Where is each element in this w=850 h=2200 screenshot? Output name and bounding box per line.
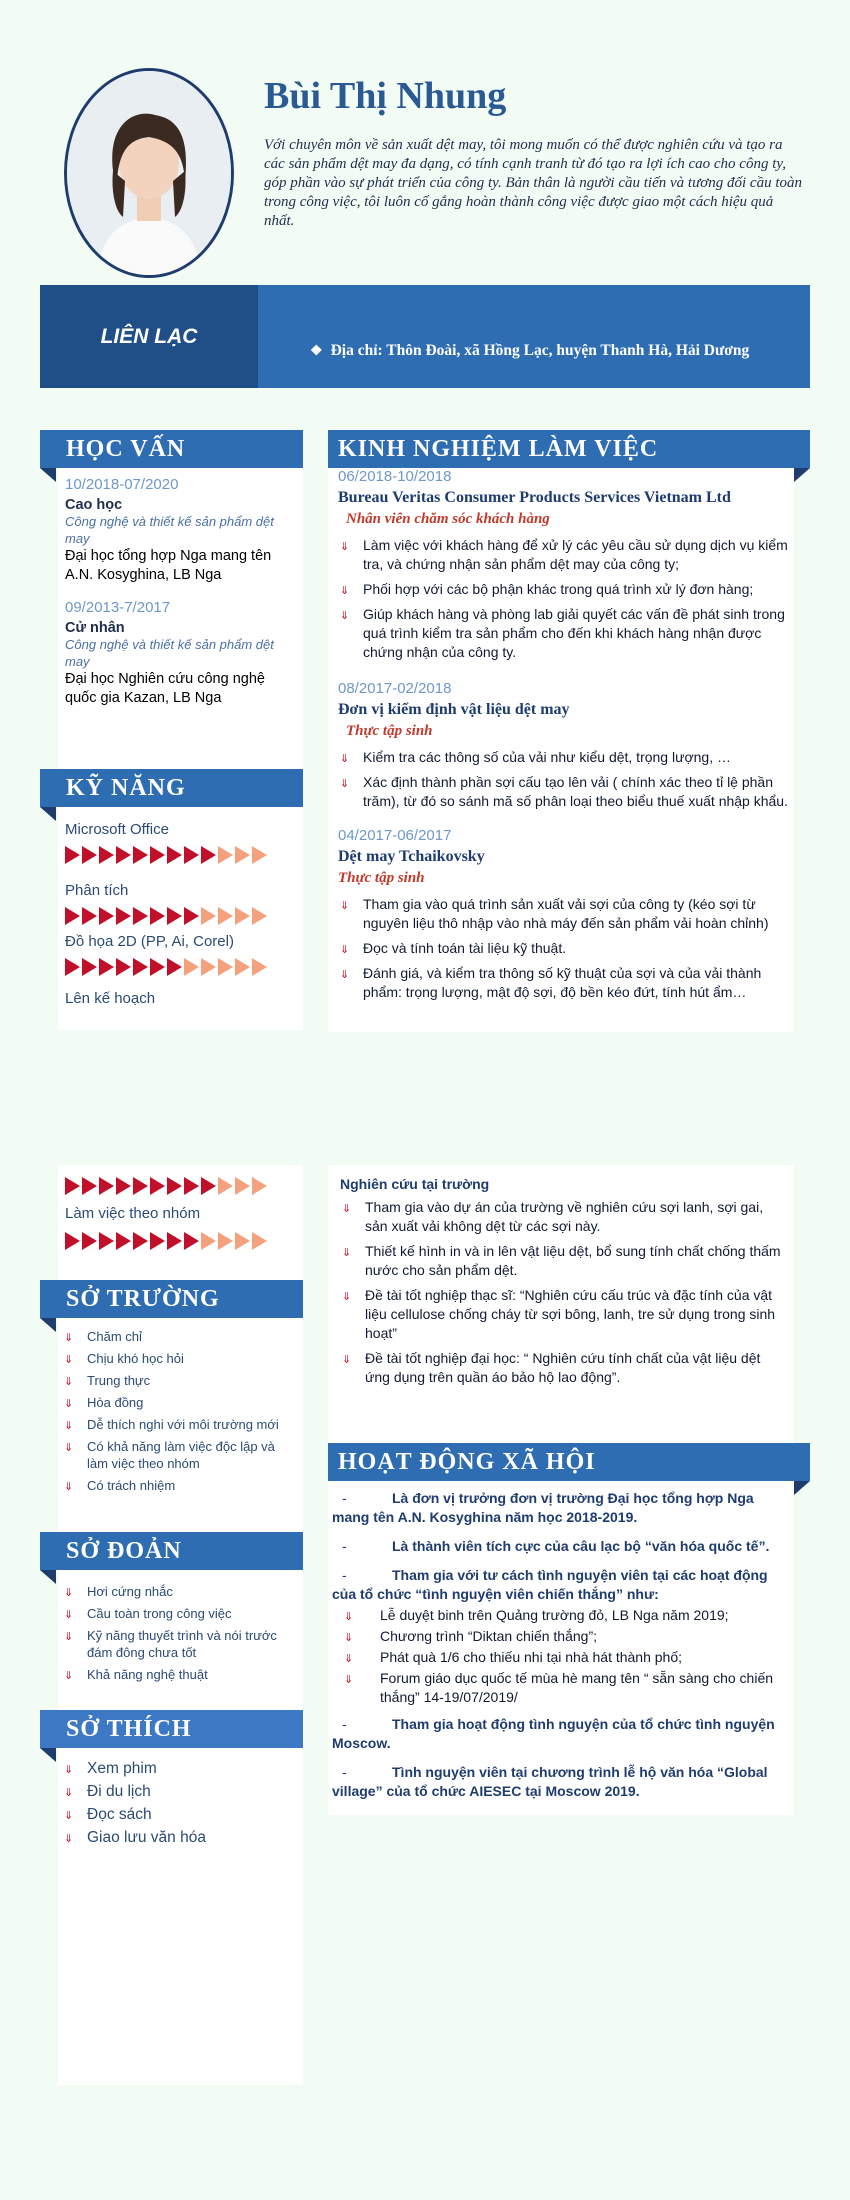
skills-list-continued xyxy=(65,1177,300,1250)
skill-arrow-filled-icon xyxy=(82,958,97,976)
list-item xyxy=(62,1372,297,1389)
down-arrow-icon: ⇓ xyxy=(64,1631,74,1643)
social-sub-text: Phát quà 1/6 cho thiếu nhi tại nhà hát thành phố; xyxy=(380,1649,683,1665)
skill-arrow-filled-icon xyxy=(150,1232,165,1250)
research-title: Nghiên cứu tại trường xyxy=(340,1176,490,1192)
job-role: Thực tập sinh xyxy=(346,723,433,739)
skill-arrow-filled-icon xyxy=(133,1177,148,1195)
strength-text: Hòa đồng xyxy=(87,1395,144,1410)
list-item xyxy=(62,1804,297,1825)
ribbon-fold xyxy=(40,1570,56,1584)
list-item xyxy=(62,1781,297,1802)
candidate-name: Bùi Thị Nhung xyxy=(264,75,507,117)
social-item xyxy=(332,1489,788,1527)
contact-address xyxy=(310,342,749,360)
skill-arrow-filled-icon xyxy=(65,1232,80,1250)
list-item xyxy=(340,1349,788,1387)
research-text: Đề tài tốt nghiệp thạc sĩ: “Nghiên cứu cấu trúc và đặc tính của vật liệu cellulose chống cháy từ sợi bông, lanh, tre sử dụng trong sinh hoạt” xyxy=(365,1287,776,1341)
skill-arrow-filled-icon xyxy=(82,1232,97,1250)
down-arrow-icon: ⇓ xyxy=(344,1653,354,1665)
task-text: Kiểm tra các thông số của vải như kiểu dệt, trọng lượng, … xyxy=(363,749,731,765)
list-item xyxy=(62,1438,297,1472)
skill-arrow-empty-icon xyxy=(184,958,199,976)
skill-arrow-empty-icon xyxy=(252,1232,267,1250)
skill-arrow-filled-icon xyxy=(150,907,165,925)
list-item xyxy=(62,1758,297,1779)
ribbon-fold xyxy=(794,468,810,482)
skill-name: Phân tích xyxy=(65,882,129,899)
weakness-text: Khả năng nghệ thuật xyxy=(87,1667,208,1682)
social-title: HOẠT ĐỘNG XÃ HỘI xyxy=(328,1443,810,1481)
down-arrow-icon: ⇓ xyxy=(64,1810,74,1822)
job-item xyxy=(338,680,788,811)
skill-name: Microsoft Office xyxy=(65,821,169,838)
skill-arrow-empty-icon xyxy=(218,907,233,925)
skill-arrow-filled-icon xyxy=(150,1177,165,1195)
list-item xyxy=(62,1605,297,1622)
skill-name: Đồ họa 2D (PP, Ai, Corel) xyxy=(65,933,234,950)
job-date: 06/2018-10/2018 xyxy=(338,468,452,485)
social-item xyxy=(332,1715,788,1753)
skill-arrow-empty-icon xyxy=(218,958,233,976)
skill-arrow-filled-icon xyxy=(184,846,199,864)
research-text: Tham gia vào dự án của trường về nghiên cứu sợi lanh, sợi gai, sản xuất vải không dệt từ các sợi này. xyxy=(365,1199,764,1234)
ribbon-fold xyxy=(40,807,56,821)
skill-arrow-filled-icon xyxy=(184,907,199,925)
social-list xyxy=(332,1489,788,1801)
task-text: Phối hợp với các bộ phận khác trong quá trình xử lý đơn hàng; xyxy=(363,581,754,597)
hobbies-title: SỞ THÍCH xyxy=(40,1710,303,1748)
list-item xyxy=(62,1394,297,1411)
list-item xyxy=(338,895,788,933)
social-text: Là thành viên tích cực của câu lạc bộ “văn hóa quốc tế”. xyxy=(392,1538,770,1554)
skill-arrow-filled-icon xyxy=(167,1177,182,1195)
task-text: Đánh giá, và kiểm tra thông số kỹ thuật của sợi và của vải thành phẩm: trọng lượng, mật độ sợi, độ bền kéo đứt, tính hút ẩm… xyxy=(363,965,762,1000)
dash-bullet: - xyxy=(342,1490,347,1506)
hobby-text: Đọc sách xyxy=(87,1806,152,1823)
skill-arrow-empty-icon xyxy=(201,958,216,976)
weaknesses-list xyxy=(62,1583,297,1688)
strength-text: Dễ thích nghi với môi trường mới xyxy=(87,1417,279,1432)
skill-level-bar xyxy=(65,958,300,976)
social-sub-text: Chương trình “Diktan chiến thắng”; xyxy=(380,1628,597,1644)
down-arrow-icon: ⇓ xyxy=(340,585,350,597)
skill-arrow-filled-icon xyxy=(65,958,80,976)
list-item xyxy=(332,1648,788,1667)
skill-arrow-empty-icon xyxy=(235,1177,250,1195)
job-company: Bureau Veritas Consumer Products Services Vietnam Ltd xyxy=(338,489,731,506)
skill-arrow-filled-icon xyxy=(150,846,165,864)
research-section xyxy=(340,1176,788,1393)
down-arrow-icon: ⇓ xyxy=(342,1247,352,1259)
skill-arrow-filled-icon xyxy=(201,1177,216,1195)
experience-list xyxy=(338,468,788,1008)
list-item xyxy=(62,1328,297,1345)
list-item xyxy=(62,1627,297,1661)
weakness-text: Hơi cứng nhắc xyxy=(87,1584,173,1599)
down-arrow-icon: ⇓ xyxy=(342,1203,352,1215)
skill-arrow-filled-icon xyxy=(82,846,97,864)
task-text: Đọc và tính toán tài liệu kỹ thuật. xyxy=(363,940,567,956)
job-tasks xyxy=(338,748,788,811)
social-text: Tham gia với tư cách tình nguyện viên tại các hoạt động của tổ chức “tình nguyện viên chiến thắng” như: xyxy=(332,1567,768,1602)
list-item xyxy=(340,1242,788,1280)
education-field: Công nghệ và thiết kế sản phẩm dệt may xyxy=(65,514,274,546)
job-date: 08/2017-02/2018 xyxy=(338,680,452,697)
list-item xyxy=(62,1350,297,1367)
job-date: 04/2017-06/2017 xyxy=(338,827,452,844)
social-item xyxy=(332,1763,788,1801)
skill-arrow-filled-icon xyxy=(167,1232,182,1250)
task-text: Tham gia vào quá trình sản xuất vải sợi của công ty (kéo sợi từ nguyên liệu thô nhập vào nhà máy đến sản phẩm vải hoàn chỉnh) xyxy=(363,896,769,931)
down-arrow-icon: ⇓ xyxy=(344,1632,354,1644)
education-title: HỌC VẤN xyxy=(40,430,303,468)
list-item xyxy=(332,1606,788,1625)
list-item xyxy=(62,1827,297,1848)
skill-level-bar xyxy=(65,907,300,925)
down-arrow-icon: ⇓ xyxy=(64,1833,74,1845)
skill-name: Lên kế hoạch xyxy=(65,990,156,1007)
down-arrow-icon: ⇓ xyxy=(340,610,350,622)
ribbon-fold xyxy=(794,1481,810,1495)
list-item xyxy=(332,1669,788,1707)
education-field: Công nghệ và thiết kế sản phẩm dệt may xyxy=(65,637,274,669)
social-text: Tham gia hoạt động tình nguyện của tổ chức tình nguyện Moscow. xyxy=(332,1716,775,1751)
down-arrow-icon: ⇓ xyxy=(340,778,350,790)
weakness-text: Kỹ năng thuyết trình và nói trước đám đông chưa tốt xyxy=(87,1628,277,1660)
skill-arrow-filled-icon xyxy=(116,1232,131,1250)
strength-text: Chăm chỉ xyxy=(87,1329,142,1344)
diamond-bullet-icon: ❖ xyxy=(310,344,323,359)
strength-text: Có khả năng làm việc độc lập và làm việc theo nhóm xyxy=(87,1439,275,1471)
skill-arrow-filled-icon xyxy=(116,1177,131,1195)
down-arrow-icon: ⇓ xyxy=(64,1376,74,1388)
list-item xyxy=(62,1666,297,1683)
down-arrow-icon: ⇓ xyxy=(340,944,350,956)
list-item xyxy=(62,1477,297,1494)
contact-title: LIÊN LẠC xyxy=(40,285,258,388)
profile-photo xyxy=(64,68,234,278)
skill-arrow-empty-icon xyxy=(218,1177,233,1195)
down-arrow-icon: ⇓ xyxy=(342,1354,352,1366)
down-arrow-icon: ⇓ xyxy=(64,1442,74,1454)
down-arrow-icon: ⇓ xyxy=(342,1291,352,1303)
list-item xyxy=(332,1627,788,1646)
weaknesses-title: SỞ ĐOẢN xyxy=(40,1532,303,1570)
hobbies-list xyxy=(62,1758,297,1850)
research-text: Đề tài tốt nghiệp đại học: “ Nghiên cứu tính chất của vật liệu dệt ứng dụng trên quần áo bảo hộ lao động”. xyxy=(365,1350,761,1385)
skill-arrow-filled-icon xyxy=(99,846,114,864)
list-item xyxy=(338,773,788,811)
skill-arrow-empty-icon xyxy=(235,1232,250,1250)
down-arrow-icon: ⇓ xyxy=(64,1787,74,1799)
skill-arrow-filled-icon xyxy=(133,907,148,925)
ribbon-fold xyxy=(40,1748,56,1762)
skill-arrow-empty-icon xyxy=(218,846,233,864)
down-arrow-icon: ⇓ xyxy=(64,1332,74,1344)
skill-arrow-filled-icon xyxy=(116,907,131,925)
skill-arrow-filled-icon xyxy=(99,907,114,925)
skill-arrow-filled-icon xyxy=(116,958,131,976)
skill-arrow-filled-icon xyxy=(167,958,182,976)
job-tasks xyxy=(338,536,788,662)
social-sublist xyxy=(332,1606,788,1707)
strengths-list xyxy=(62,1328,297,1499)
education-item xyxy=(65,599,300,708)
list-item xyxy=(338,748,788,767)
education-school: Đại học Nghiên cứu công nghệ quốc gia Kazan, LB Nga xyxy=(65,671,265,706)
education-date: 10/2018-07/2020 xyxy=(65,476,179,493)
ribbon-fold xyxy=(40,468,56,482)
skills-list xyxy=(65,821,300,1007)
social-text: Là đơn vị trưởng đơn vị trường Đại học tổng hợp Nga mang tên A.N. Kosyghina năm học 2018-2019. xyxy=(332,1490,754,1525)
social-item xyxy=(332,1566,788,1604)
weakness-text: Cầu toàn trong công việc xyxy=(87,1606,232,1621)
ribbon-fold xyxy=(40,1318,56,1332)
strength-text: Chịu khó học hỏi xyxy=(87,1351,184,1366)
list-item xyxy=(338,964,788,1002)
list-item xyxy=(338,580,788,599)
social-item xyxy=(332,1537,788,1556)
social-text: Tình nguyện viên tại chương trình lễ hộ văn hóa “Global village” của tổ chức AIESEC tại Moscow 2019. xyxy=(332,1764,768,1799)
list-item xyxy=(338,536,788,574)
down-arrow-icon: ⇓ xyxy=(64,1354,74,1366)
hobby-text: Đi du lịch xyxy=(87,1783,151,1800)
education-list xyxy=(65,476,300,708)
down-arrow-icon: ⇓ xyxy=(344,1611,354,1623)
skill-arrow-filled-icon xyxy=(167,846,182,864)
down-arrow-icon: ⇓ xyxy=(340,541,350,553)
dash-bullet: - xyxy=(342,1538,347,1554)
education-degree: Cử nhân xyxy=(65,620,125,636)
education-degree: Cao học xyxy=(65,497,123,513)
skill-arrow-filled-icon xyxy=(65,846,80,864)
down-arrow-icon: ⇓ xyxy=(340,900,350,912)
education-date: 09/2013-7/2017 xyxy=(65,599,171,616)
dash-bullet: - xyxy=(342,1716,347,1732)
down-arrow-icon: ⇓ xyxy=(64,1481,74,1493)
job-role: Thực tập sinh xyxy=(338,870,425,886)
skill-arrow-filled-icon xyxy=(133,846,148,864)
job-tasks xyxy=(338,895,788,1002)
skill-arrow-filled-icon xyxy=(116,846,131,864)
dash-bullet: - xyxy=(342,1567,347,1583)
down-arrow-icon: ⇓ xyxy=(340,969,350,981)
job-company: Dệt may Tchaikovsky xyxy=(338,848,485,865)
education-item xyxy=(65,476,300,585)
skill-arrow-filled-icon xyxy=(65,907,80,925)
skill-arrow-filled-icon xyxy=(133,958,148,976)
list-item xyxy=(338,939,788,958)
task-text: Làm việc với khách hàng để xử lý các yêu cầu sử dụng dịch vụ kiểm tra, và chứng nhận sản phẩm dệt may của công ty; xyxy=(363,537,788,572)
strengths-title: SỞ TRƯỜNG xyxy=(40,1280,303,1318)
research-text: Thiết kế hình in và in lên vật liệu dệt, bổ sung tính chất chống thấm nước cho sản phẩm dệt. xyxy=(365,1243,781,1278)
down-arrow-icon: ⇓ xyxy=(64,1670,74,1682)
job-role: Nhân viên chăm sóc khách hàng xyxy=(346,511,550,527)
skill-arrow-empty-icon xyxy=(252,846,267,864)
skill-arrow-empty-icon xyxy=(201,1232,216,1250)
skill-arrow-empty-icon xyxy=(201,907,216,925)
task-text: Giúp khách hàng và phòng lab giải quyết các vấn đề phát sinh trong quá trình kiểm tra sản phẩm cho đến khi khách hàng nhận được chứng nhận của công ty. xyxy=(363,606,785,660)
job-item xyxy=(338,827,788,1002)
skill-arrow-empty-icon xyxy=(252,907,267,925)
skill-arrow-filled-icon xyxy=(184,1232,199,1250)
skill-arrow-filled-icon xyxy=(99,1177,114,1195)
skill-arrow-filled-icon xyxy=(150,958,165,976)
skill-arrow-empty-icon xyxy=(235,907,250,925)
strength-text: Trung thực xyxy=(87,1373,151,1388)
down-arrow-icon: ⇓ xyxy=(64,1764,74,1776)
skills-title: KỸ NĂNG xyxy=(40,769,303,807)
skill-arrow-filled-icon xyxy=(82,907,97,925)
skill-arrow-empty-icon xyxy=(235,846,250,864)
skill-level-bar xyxy=(65,1232,300,1250)
strength-text: Có trách nhiệm xyxy=(87,1478,176,1493)
list-item xyxy=(62,1583,297,1600)
dash-bullet: - xyxy=(342,1764,347,1780)
career-summary: Với chuyên môn về sản xuất dệt may, tôi mong muốn có thể được nghiên cứu và tạo ra các sản phẩm dệt may đa dạng, có tính cạnh tranh từ đó tạo ra lợi ích cao cho công ty, góp phần vào sự phát triển của công ty. Bản thân là người cầu tiến và tương đối cầu toàn trong công việc, tôi luôn cố gắng hoàn thành công việc được giao một cách hiệu quả nhất. xyxy=(264,137,802,229)
skill-arrow-empty-icon xyxy=(235,958,250,976)
down-arrow-icon: ⇓ xyxy=(344,1674,354,1686)
skill-level-bar xyxy=(65,846,300,864)
down-arrow-icon: ⇓ xyxy=(340,753,350,765)
skill-arrow-filled-icon xyxy=(133,1232,148,1250)
social-sub-text: Lễ duyệt binh trên Quảng trường đỏ, LB Nga năm 2019; xyxy=(380,1607,729,1623)
list-item xyxy=(340,1198,788,1236)
hobby-text: Xem phim xyxy=(87,1760,157,1777)
list-item xyxy=(340,1286,788,1343)
skill-arrow-filled-icon xyxy=(99,1232,114,1250)
skill-arrow-filled-icon xyxy=(99,958,114,976)
job-item xyxy=(338,468,788,662)
down-arrow-icon: ⇓ xyxy=(64,1609,74,1621)
task-text: Xác định thành phần sợi cấu tạo lên vải ( chính xác theo tỉ lệ phần trăm), từ đó so sánh mã số phân loại theo biểu thuế xuất nhập khẩu. xyxy=(363,774,788,809)
skill-arrow-filled-icon xyxy=(65,1177,80,1195)
skill-arrow-empty-icon xyxy=(252,958,267,976)
list-item xyxy=(62,1416,297,1433)
job-company: Đơn vị kiểm định vật liệu dệt may xyxy=(338,701,570,718)
down-arrow-icon: ⇓ xyxy=(64,1398,74,1410)
skill-arrow-empty-icon xyxy=(252,1177,267,1195)
experience-title: KINH NGHIỆM LÀM VIỆC xyxy=(328,430,810,468)
skill-level-bar xyxy=(65,1177,300,1195)
hobby-text: Giao lưu văn hóa xyxy=(87,1829,206,1846)
skill-arrow-filled-icon xyxy=(167,907,182,925)
skill-arrow-filled-icon xyxy=(184,1177,199,1195)
skill-name: Làm việc theo nhóm xyxy=(65,1205,201,1222)
list-item xyxy=(338,605,788,662)
down-arrow-icon: ⇓ xyxy=(64,1587,74,1599)
education-school: Đại học tổng hợp Nga mang tên A.N. Kosyghina, LB Nga xyxy=(65,548,272,583)
social-sub-text: Forum giáo dục quốc tế mùa hè mang tên “ sẵn sàng cho chiến thắng” 14-19/07/2019/ xyxy=(380,1670,774,1705)
research-list xyxy=(340,1198,788,1387)
skill-arrow-filled-icon xyxy=(82,1177,97,1195)
profile-photo-image xyxy=(67,71,231,275)
down-arrow-icon: ⇓ xyxy=(64,1420,74,1432)
skill-arrow-filled-icon xyxy=(201,846,216,864)
skill-arrow-empty-icon xyxy=(218,1232,233,1250)
address-text: Địa chỉ: Thôn Đoài, xã Hồng Lạc, huyện Thanh Hà, Hải Dương xyxy=(330,342,750,359)
